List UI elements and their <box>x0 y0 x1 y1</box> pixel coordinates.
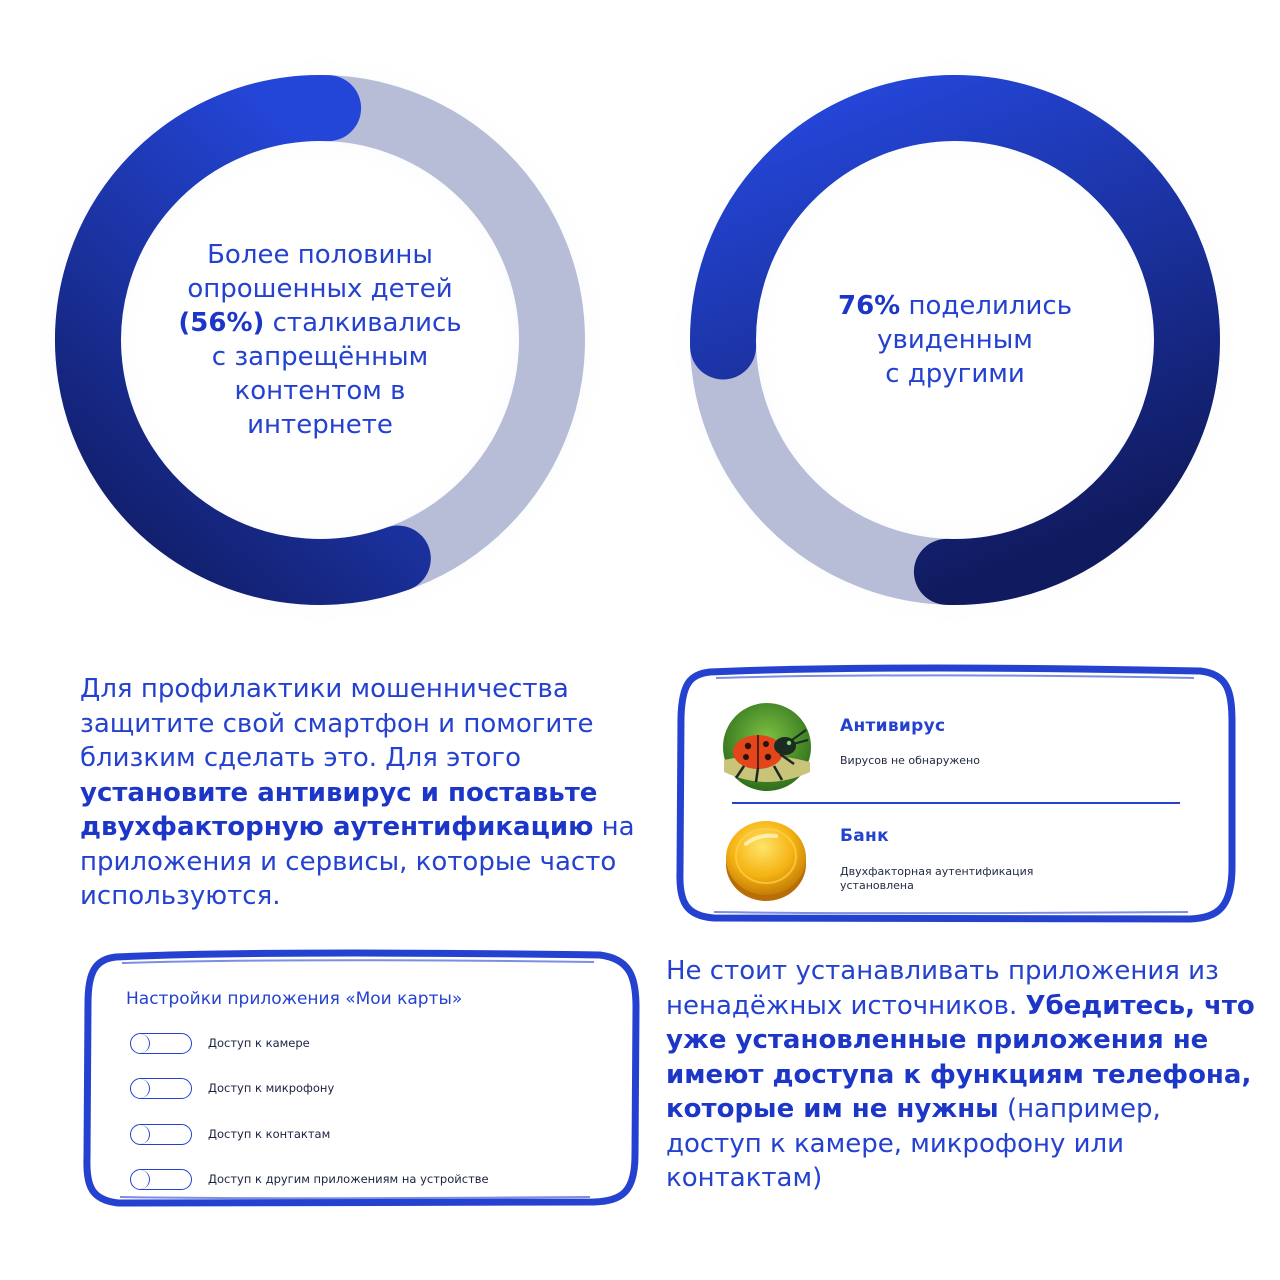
ring-caption-percent: (56%) <box>178 308 265 338</box>
paragraph-emphasis: Убедитесь, что уже установленные приложения не имеют доступа к функциям телефона, которые им не нужны <box>666 990 1255 1124</box>
row-divider <box>732 802 1180 804</box>
antivirus-status: Вирусов не обнаружено <box>840 754 980 767</box>
paragraph-emphasis: установите антивирус и поставьте двухфакторную аутентификацию <box>80 777 598 842</box>
other-apps-access-toggle[interactable] <box>130 1169 192 1190</box>
microphone-access-toggle[interactable] <box>130 1078 192 1099</box>
donut-chart-76 <box>685 70 1225 610</box>
ring-caption-line: сталкивались <box>264 308 462 338</box>
toggle-knob <box>131 1034 150 1053</box>
bank-title: Банк <box>840 826 889 846</box>
ring-caption-line: поделились <box>900 291 1073 321</box>
paragraph-text: Не стоит устанавливать приложения из ненадёжных источников. <box>666 956 1219 1021</box>
ring-caption-line: опрошенных детей <box>187 274 453 304</box>
ring-caption <box>795 180 1115 500</box>
toggle-knob <box>131 1125 150 1144</box>
app-settings-card <box>78 945 643 1210</box>
settings-title: Настройки приложения «Мои карты» <box>126 989 463 1009</box>
ring-caption-percent: 76% <box>837 291 901 321</box>
security-status-card <box>670 662 1240 927</box>
toggle-label: Доступ к контактам <box>208 1127 331 1141</box>
app-permissions-paragraph <box>666 954 1256 1196</box>
donut-chart-56 <box>50 70 590 610</box>
ring-caption-line: с запрещённым <box>211 342 429 372</box>
ring-caption <box>160 180 480 500</box>
ring-caption-line: Более половины <box>207 240 433 270</box>
paragraph-text: на приложения и сервисы, которые часто используются. <box>80 812 635 911</box>
paragraph-text: (например, доступ к камере, микрофону или контактам) <box>666 1094 1161 1193</box>
gold-coin-icon <box>722 814 812 904</box>
paragraph-text: Для профилактики мошенничества защитите свой смартфон и помогите близким сделать это. Для этого <box>80 674 594 773</box>
toggle-label: Доступ к микрофону <box>208 1081 335 1095</box>
antivirus-title: Антивирус <box>840 716 946 736</box>
ladybug-bug-icon <box>722 702 812 792</box>
toggle-label: Доступ к камере <box>208 1036 310 1050</box>
ring-caption-line: интернете <box>247 410 393 440</box>
ring-caption-line: с другими <box>885 359 1025 389</box>
ring-caption-line: контентом в <box>234 376 406 406</box>
bank-status: Двухфакторная аутентификация установлена <box>840 865 1034 892</box>
ring-caption-line: увиденным <box>877 325 1033 355</box>
fraud-prevention-paragraph <box>80 672 650 914</box>
toggle-label: Доступ к другим приложениям на устройстве <box>208 1172 489 1186</box>
camera-access-toggle[interactable] <box>130 1033 192 1054</box>
toggle-knob <box>131 1079 150 1098</box>
toggle-knob <box>131 1170 150 1189</box>
contacts-access-toggle[interactable] <box>130 1124 192 1145</box>
